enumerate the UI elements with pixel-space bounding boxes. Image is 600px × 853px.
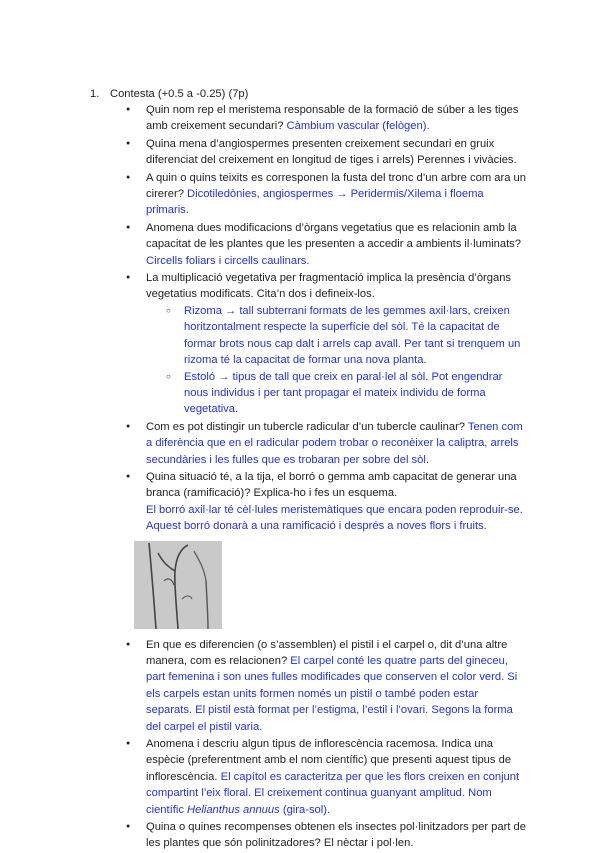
sub-list — [184, 303, 526, 418]
question-text: Quina situació té, a la tija, el borró o gemma amb capacitat de generar una branca (ramificació)? Explica-ho i fes un esquema. — [146, 470, 517, 500]
heading-text: Contesta (+0.5 a -0.25) (7p) — [110, 88, 249, 100]
answer-text: El carpel conté les quatre parts del gineceu, part femenina i son unes fulles modificades que conserven el color verd. Si els carpels estan units formen només un pistil o també poden estar separats. El pistil està format per l’estigma, l’estil i l’ovari. Segons la forma del carpel el pistil varia. — [146, 654, 518, 733]
question-list — [146, 102, 526, 853]
list-item — [146, 102, 526, 135]
question-text: Com es pot distingir un tubercle radicular d’un tubercle caulinar? — [146, 420, 468, 433]
list-item — [146, 637, 526, 735]
sub-list-item: ○ Rizoma → tall subterrani formats de les gemmes axil·lars, creixen horitzontalment respecte la superfície del sòl. Té la capacitat de formar brots nous cap dalt i arrels cap avall. Per tant si trenquem un rizoma té la capacitat de formar una nova planta. — [184, 303, 526, 369]
question-text: Quina mena d’angiospermes presenten creixement secundari en gruix diferenciat del creixement en longitud de tiges i arrels) Perennes i vivàcies. — [146, 137, 517, 167]
list-item — [146, 220, 526, 269]
answer-tail: (gira-sol). — [279, 803, 331, 816]
question-text: A quin o quins teixits es corresponen la fusta del tronc d’un arbre com ara un cirerer? — [146, 171, 526, 201]
question-heading — [90, 86, 248, 103]
answer-text: El borró axil·lar té cèl·lules meristemàtiques que encara poden reproduir-se. Aquest borró donarà a una ramificació i després a noves flors i fruits. — [146, 503, 523, 533]
list-item — [146, 170, 526, 219]
question-text: Anomena dues modificacions d’òrgans vegetatius que es relacionin amb la capacitat de les plantes que les presenten a accedir a ambients il·luminats? — [146, 221, 521, 251]
scientific-name: Helianthus annuus — [187, 803, 280, 816]
list-item — [146, 136, 526, 169]
list-item — [146, 819, 526, 852]
question-text: Quina o quines recompenses obtenen els insectes pol·linitzadors per part de les plantes que són polinitzadores? El nèctar i pol·len. — [146, 821, 526, 850]
question-text: Quin nom rep el meristema responsable de la formació de súber a les tiges amb creixement secundari? — [146, 104, 519, 133]
answer-text: Càmbium vascular (felògen). — [286, 120, 430, 133]
heading-number: 1. — [90, 88, 100, 100]
question-text: Anomena i descriu algun tipus de inflorescència racemosa. Indica una espècie (preferentment amb el nom científic) que presenti aquest tipus de inflorescència. — [146, 738, 512, 783]
list-item — [146, 469, 526, 629]
question-text: En que es diferencien (o s’assemblen) el pistil i el carpel o, dit d’una altre manera, com es relacionen? — [146, 638, 508, 667]
list-item — [146, 736, 526, 818]
question-text: La multiplicació vegetativa per fragmentació implica la presència d’òrgans vegetatius modificats. Cita’n dos i defineix-los. — [146, 272, 512, 301]
answer-text: El capítol es caracteritza per que les flors creixen en conjunt compartint l’eix floral. El creixement continua guanyant amplitud. Nom científic — [146, 770, 520, 816]
answer-text: Dicotiledònies, angiospermes → Peridermis/Xilema i floema primaris. — [146, 188, 484, 217]
list-item — [146, 419, 526, 468]
sub-list-item: ○ Estoló → tipus de tall que creix en paral·lel al sòl. Pot engendrar nous individus i per tant propagar el mateix individu de forma vegetativa. — [184, 369, 526, 418]
branch-sketch-image — [134, 541, 222, 629]
answer-text: Circells foliars i circells caulinars. — [146, 254, 310, 267]
list-item — [146, 270, 526, 418]
answer-text: Tenen com a diferència que en el radicular podem trobar o reconèixer la caliptra, arrels secundàries i les fulles que es trobaran per sobre del sòl. — [146, 420, 523, 466]
